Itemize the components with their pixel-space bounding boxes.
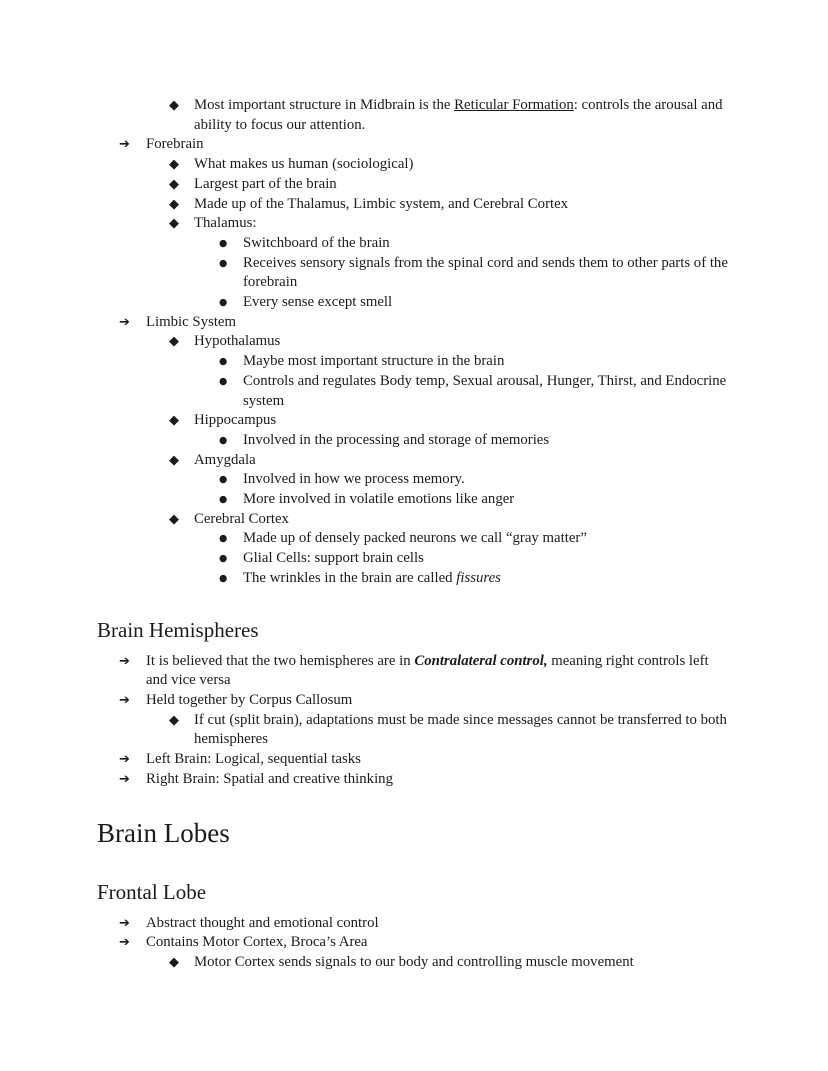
- list-item: [97, 933, 731, 953]
- diamond-bullet-icon: ◆: [169, 216, 179, 232]
- arrow-bullet-icon: ➔: [119, 752, 130, 768]
- list-item: [97, 770, 731, 790]
- list-item: [97, 569, 731, 589]
- list-item: [97, 234, 731, 254]
- list-item-text: Switchboard of the brain: [243, 234, 390, 251]
- diamond-bullet-icon: ◆: [169, 196, 179, 212]
- list-item-text: More involved in volatile emotions like anger: [243, 491, 515, 508]
- list-item-text: Thalamus:: [194, 215, 257, 232]
- list-item: [97, 510, 731, 530]
- list-item-text: The wrinkles in the brain are called fissures: [243, 569, 501, 586]
- list-item: [97, 332, 731, 352]
- list-item-text: Motor Cortex sends signals to our body and controlling muscle movement: [194, 953, 634, 970]
- list-item: [97, 470, 731, 490]
- list-item-text: Forebrain: [146, 136, 204, 153]
- list-item: [97, 96, 731, 135]
- list-item-text: Left Brain: Logical, sequential tasks: [146, 751, 361, 768]
- disc-bullet-icon: ●: [219, 572, 228, 584]
- arrow-bullet-icon: ➔: [119, 935, 130, 951]
- list-item: [97, 293, 731, 313]
- list-item: [97, 490, 731, 510]
- list-item-text: Hypothalamus: [194, 333, 281, 350]
- list-item: [97, 195, 731, 215]
- disc-bullet-icon: ●: [219, 257, 228, 269]
- list-item-text: Most important structure in Midbrain is the Reticular Formation: controls the arousal and ability to focus our attention.: [194, 97, 723, 133]
- list-item: [97, 691, 731, 711]
- arrow-bullet-icon: ➔: [119, 915, 130, 931]
- list-item: [97, 431, 731, 451]
- diamond-bullet-icon: ◆: [169, 176, 179, 192]
- disc-bullet-icon: ●: [219, 375, 228, 387]
- list-item: [97, 135, 731, 155]
- list-item-text: Made up of the Thalamus, Limbic system, and Cerebral Cortex: [194, 195, 569, 212]
- list-item-text: If cut (split brain), adaptations must be made since messages cannot be transferred to both hemispheres: [194, 711, 727, 748]
- list-item: [97, 914, 731, 934]
- list-item-text: Made up of densely packed neurons we call “gray matter”: [243, 530, 587, 547]
- list-item-text: Limbic System: [146, 313, 237, 330]
- diamond-bullet-icon: ◆: [169, 98, 179, 113]
- list-item: [97, 175, 731, 195]
- diamond-bullet-icon: ◆: [169, 334, 179, 350]
- list-item: [97, 451, 731, 471]
- arrow-bullet-icon: ➔: [119, 314, 130, 330]
- list-item-text: Right Brain: Spatial and creative thinking: [146, 770, 393, 787]
- list-item: [97, 652, 731, 691]
- arrow-bullet-icon: ➔: [119, 137, 130, 153]
- disc-bullet-icon: ●: [219, 297, 228, 309]
- list-item: [97, 313, 731, 333]
- list-item-text: Involved in how we process memory.: [243, 471, 465, 488]
- document-content: [97, 96, 731, 973]
- list-item: [97, 549, 731, 569]
- disc-bullet-icon: ●: [219, 434, 228, 446]
- list-item: [97, 352, 731, 372]
- list-item-text: Glial Cells: support brain cells: [243, 550, 424, 567]
- heading-brain-hemispheres: Brain Hemispheres: [97, 617, 259, 642]
- list-item-text: Largest part of the brain: [194, 175, 337, 192]
- list-item: [97, 155, 731, 175]
- disc-bullet-icon: ●: [219, 494, 228, 506]
- diamond-bullet-icon: ◆: [169, 157, 179, 173]
- list-item-text: Maybe most important structure in the brain: [243, 353, 505, 370]
- disc-bullet-icon: ●: [219, 356, 228, 368]
- list-item-text: Receives sensory signals from the spinal cord and sends them to other parts of the forebrain: [243, 254, 728, 291]
- list-item-text: Cerebral Cortex: [194, 510, 289, 527]
- list-item-text: What makes us human (sociological): [194, 156, 414, 173]
- disc-bullet-icon: ●: [219, 474, 228, 486]
- arrow-bullet-icon: ➔: [119, 653, 130, 669]
- diamond-bullet-icon: ◆: [169, 954, 179, 970]
- list-item-text: Controls and regulates Body temp, Sexual arousal, Hunger, Thirst, and Endocrine system: [243, 372, 727, 409]
- disc-bullet-icon: ●: [219, 553, 228, 565]
- list-item-text: Involved in the processing and storage of memories: [243, 431, 550, 448]
- diamond-bullet-icon: ◆: [169, 413, 179, 429]
- list-item: [97, 529, 731, 549]
- list-item: [97, 411, 731, 431]
- list-item-text: Every sense except smell: [243, 294, 393, 311]
- list-item: [97, 711, 731, 750]
- list-item-text: It is believed that the two hemispheres are in Contralateral control, meaning right controls left and vice versa: [146, 652, 709, 689]
- heading-frontal-lobe: Frontal Lobe: [97, 879, 207, 904]
- list-item-text: Amygdala: [194, 451, 256, 468]
- list-item-text: Contains Motor Cortex, Broca’s Area: [146, 934, 368, 951]
- list-item: [97, 214, 731, 234]
- list-item: [97, 372, 731, 411]
- list-item-text: Hippocampus: [194, 412, 277, 429]
- diamond-bullet-icon: ◆: [169, 452, 179, 468]
- list-item: [97, 254, 731, 293]
- disc-bullet-icon: ●: [219, 237, 228, 249]
- list-item: [97, 750, 731, 770]
- diamond-bullet-icon: ◆: [169, 511, 179, 527]
- disc-bullet-icon: ●: [219, 533, 228, 545]
- arrow-bullet-icon: ➔: [119, 771, 130, 787]
- list-item-text: Abstract thought and emotional control: [146, 914, 379, 931]
- arrow-bullet-icon: ➔: [119, 692, 130, 708]
- list-item: [97, 953, 731, 973]
- list-item-text: Held together by Corpus Callosum: [146, 691, 353, 708]
- diamond-bullet-icon: ◆: [169, 712, 179, 728]
- heading-brain-lobes: Brain Lobes: [97, 817, 230, 848]
